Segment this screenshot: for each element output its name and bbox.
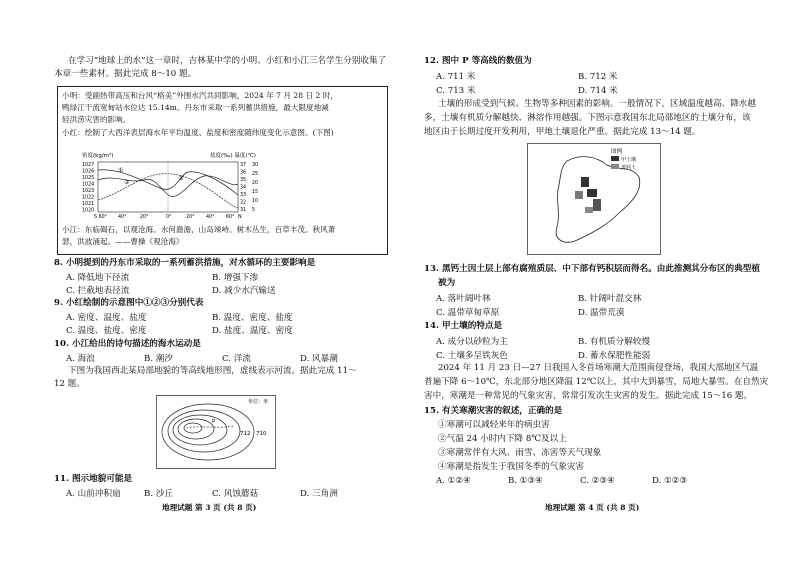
tick: 40° xyxy=(206,215,215,220)
map-unit: 单位：米 xyxy=(248,399,269,405)
contour-label-712: 712 xyxy=(240,431,251,437)
q15-item-4: ④寒潮是指发生于我国冬季的气象灾害 xyxy=(438,462,585,472)
contour-map xyxy=(156,395,276,469)
footer-page-3: 地理试题 第 3 页 (共 8 页) xyxy=(162,503,257,512)
tick: 1020 xyxy=(82,208,95,214)
soil-para-line-1: 土壤的形成受到气候、生物等多种因素的影响。一般情况下，区域温度越高、降水越 xyxy=(438,99,756,109)
q13-option-c[interactable]: C. 温带草甸草原 xyxy=(436,308,500,318)
box-bottom-1: 小江：东临碣石，以观沧海。水何澹澹，山岛竦峙。树木丛生，百草丰茂。秋风萧 xyxy=(62,225,336,234)
marker-2: ② xyxy=(124,179,130,186)
soil-para-line-2: 多，土壤有机质分解越快、淋溶作用越强。下图示意我国东北局部地区的土壤分布，该 xyxy=(424,113,751,123)
q10-option-a[interactable]: A. 海浪 xyxy=(66,354,95,364)
tick: 1022 xyxy=(82,195,95,201)
legend-label-b: 黑钙土 xyxy=(621,165,637,171)
box-line-2: 鸭绿江干流宽甸站水位达 15.14m。丹东市采取一系列蓄洪措施，最大限度地减 xyxy=(62,103,329,112)
q14-option-c[interactable]: C. 土壤多呈铁灰色 xyxy=(436,351,508,361)
soil-patch xyxy=(593,199,601,211)
contour-label-p: P xyxy=(212,419,216,425)
q11-option-d[interactable]: D. 三角洲 xyxy=(300,489,338,499)
chart-ylabel-left: 密度(kg/m³) xyxy=(82,153,114,159)
marker-3: ③ xyxy=(178,175,184,182)
q15-item-3: ③寒潮常伴有大风、雨雪、冻害等天气现象 xyxy=(438,448,602,458)
q10-stem: 10. 小江给出的诗句描述的海水运动是 xyxy=(54,339,201,349)
q15-option-c[interactable]: C. ②③④ xyxy=(580,476,615,486)
tick: 60° xyxy=(226,215,235,220)
q13-stem-1: 13. 黑钙土因土层上部有腐殖质层、中下部有钙积层而得名。由此推测其分布区的典型植 xyxy=(424,264,760,274)
box-line-3: 轻洪涝灾害的影响。 xyxy=(62,115,131,124)
coldwave-para-line-3: 害中，寒潮是一种常见的气象灾害，常常引发次生灾害的发生。据此完成 15～16 题。 xyxy=(424,391,753,401)
q14-option-b[interactable]: B. 有机质分解较慢 xyxy=(578,337,650,347)
tick: 20° xyxy=(140,215,149,220)
q9-stem: 9. 小红绘制的示意图中①②③分别代表 xyxy=(54,298,204,308)
q10-option-c[interactable]: C. 洋流 xyxy=(222,354,251,364)
tick: 5 xyxy=(252,208,256,213)
q12-option-b[interactable]: B. 712 米 xyxy=(578,72,618,82)
q15-option-a[interactable]: A. ①②④ xyxy=(436,476,471,486)
soil-patch xyxy=(575,191,583,199)
q12-stem: 12. 图中 P 等高线的数值为 xyxy=(424,56,532,66)
tick: S 60° xyxy=(94,215,108,220)
left-ticks xyxy=(82,162,94,214)
intro-line-4: 12 题。 xyxy=(54,379,85,389)
box-bottom-2: 瑟，洪波涌起。——曹操《观沧海》 xyxy=(62,237,184,246)
q8-option-a[interactable]: A. 降低地下径流 xyxy=(66,273,130,283)
q13-stem-2: 被为 xyxy=(438,278,456,288)
soil-patch xyxy=(587,189,597,197)
q15-item-1: ①寒潮可以减轻来年的病虫害 xyxy=(438,420,550,430)
box-line-1: 小明：受副热带高压和台风“格美”外围水汽共同影响，2024 年 7 月 28 日 2 时， xyxy=(62,91,338,100)
right-ticks xyxy=(240,162,258,213)
soil-patch xyxy=(585,207,593,213)
q9-option-d[interactable]: D. 盐度、温度、密度 xyxy=(212,326,293,336)
intro-line-3: 下图为我国西北某局部地貌的等高线地形图，虚线表示河流。据此完成 11～ xyxy=(68,366,357,376)
q12-option-a[interactable]: A. 711 米 xyxy=(436,72,476,82)
q14-option-a[interactable]: A. 成分以砂粒为主 xyxy=(436,337,508,347)
soil-map xyxy=(527,143,661,255)
curve-markers xyxy=(118,167,183,186)
legend-swatch-b xyxy=(611,164,619,169)
coldwave-para-line-1: 2024 年 11 月 23 日—27 日我国入冬首场寒潮大范围南侵登场，我国大部地区气温 xyxy=(438,363,759,373)
legend-swatch-a xyxy=(611,156,619,161)
soil-para-line-3: 地区由于长期过度开发利用，甲地土壤退化严重。据此完成 13～14 题。 xyxy=(424,127,701,137)
box-line-4: 小红：绘制了大西洋表层海水年平均温度、盐度和密度随纬度变化示意图。(下图) xyxy=(62,128,334,137)
tick: 20° xyxy=(186,215,195,220)
q11-stem: 11. 图示地貌可能是 xyxy=(54,474,133,484)
soil-patch xyxy=(581,177,589,187)
q11-option-a[interactable]: A. 山前冲积扇 xyxy=(66,489,121,499)
tick: 34 xyxy=(240,185,247,191)
q9-option-c[interactable]: C. 温度、盐度、密度 xyxy=(66,326,147,336)
tick: 33 xyxy=(240,193,247,198)
tick: 10 xyxy=(252,199,259,204)
intro-line-1: 在学习“地球上的水”这一章时，吉林某中学的小明、小红和小江三名学生分别收集了 xyxy=(68,56,387,66)
tick: 15 xyxy=(252,190,259,195)
tick: 1023 xyxy=(82,189,95,194)
q13-option-d[interactable]: D. 温带荒漠 xyxy=(578,308,625,318)
tick: 37 xyxy=(240,163,247,168)
q14-stem: 14. 甲土壤的特点是 xyxy=(424,321,503,331)
ocean-chart xyxy=(80,150,280,220)
tick: 25 xyxy=(252,172,259,177)
coldwave-para-line-2: 普遍下降 6～10℃，东北部分地区降温 12℃以上，其中大到暴雪，局地大暴雪。在自然灾 xyxy=(424,377,769,387)
q12-option-d[interactable]: D. 714 米 xyxy=(578,86,618,96)
tick: 30 xyxy=(252,163,259,168)
q13-option-b[interactable]: B. 针阔叶混交林 xyxy=(578,294,642,304)
q15-item-2: ②气温 24 小时内下降 8℃及以上 xyxy=(438,434,567,444)
tick: N xyxy=(238,215,242,220)
tick: 1024 xyxy=(82,182,95,188)
q9-option-a[interactable]: A. 密度、温度、盐度 xyxy=(66,313,147,323)
tick: 0° xyxy=(166,215,172,220)
footer-page-4: 地理试题 第 4 页 (共 8 页) xyxy=(545,503,640,512)
tick: 1027 xyxy=(82,163,95,168)
chart-ylabel-right: 盐度(‰) 温度(℃) xyxy=(210,153,256,159)
tick: 35 xyxy=(240,178,247,183)
q8-stem: 8. 小明提到的丹东市采取的一系列蓄洪措施，对水循环的主要影响是 xyxy=(54,258,316,268)
tick: 31 xyxy=(240,208,247,213)
q14-option-d[interactable]: D. 蓄水保肥性能弱 xyxy=(578,351,651,361)
tick: 1026 xyxy=(82,169,95,175)
intro-line-2: 本章一些素材。据此完成 8～10 题。 xyxy=(54,69,197,79)
q11-option-c[interactable]: C. 风蚀蘑菇 xyxy=(212,489,259,499)
legend-title: 图例 xyxy=(611,149,623,155)
q15-stem: 15. 有关寒潮灾害的叙述，正确的是 xyxy=(424,406,563,416)
q15-option-d[interactable]: D. ①②③ xyxy=(652,476,688,486)
tick: 20 xyxy=(252,181,259,186)
tick: 32 xyxy=(240,200,247,206)
marker-1: ① xyxy=(118,167,124,174)
tick: 1021 xyxy=(82,202,95,207)
contour-label-710: 710 xyxy=(256,431,267,437)
q15-option-b[interactable]: B. ①③④ xyxy=(508,476,543,486)
q13-option-a[interactable]: A. 落叶阔叶林 xyxy=(436,294,491,304)
tick: 1025 xyxy=(82,176,95,181)
legend-label-a: 甲土壤 xyxy=(621,157,637,163)
q11-option-b[interactable]: B. 沙丘 xyxy=(144,489,173,499)
x-ticks xyxy=(94,214,242,220)
tick: 36 xyxy=(240,170,247,176)
q8-option-b[interactable]: B. 增强下渗 xyxy=(212,273,259,283)
tick: 40° xyxy=(118,215,127,220)
q10-option-d[interactable]: D. 风暴潮 xyxy=(300,354,338,364)
q8-option-c[interactable]: C. 拦截地表径流 xyxy=(66,286,130,296)
q12-option-c[interactable]: C. 713 米 xyxy=(436,86,476,96)
q10-option-b[interactable]: B. 潮汐 xyxy=(144,354,173,364)
q9-option-b[interactable]: B. 温度、密度、盐度 xyxy=(212,313,293,323)
q8-option-d[interactable]: D. 减少水汽输送 xyxy=(212,286,276,296)
